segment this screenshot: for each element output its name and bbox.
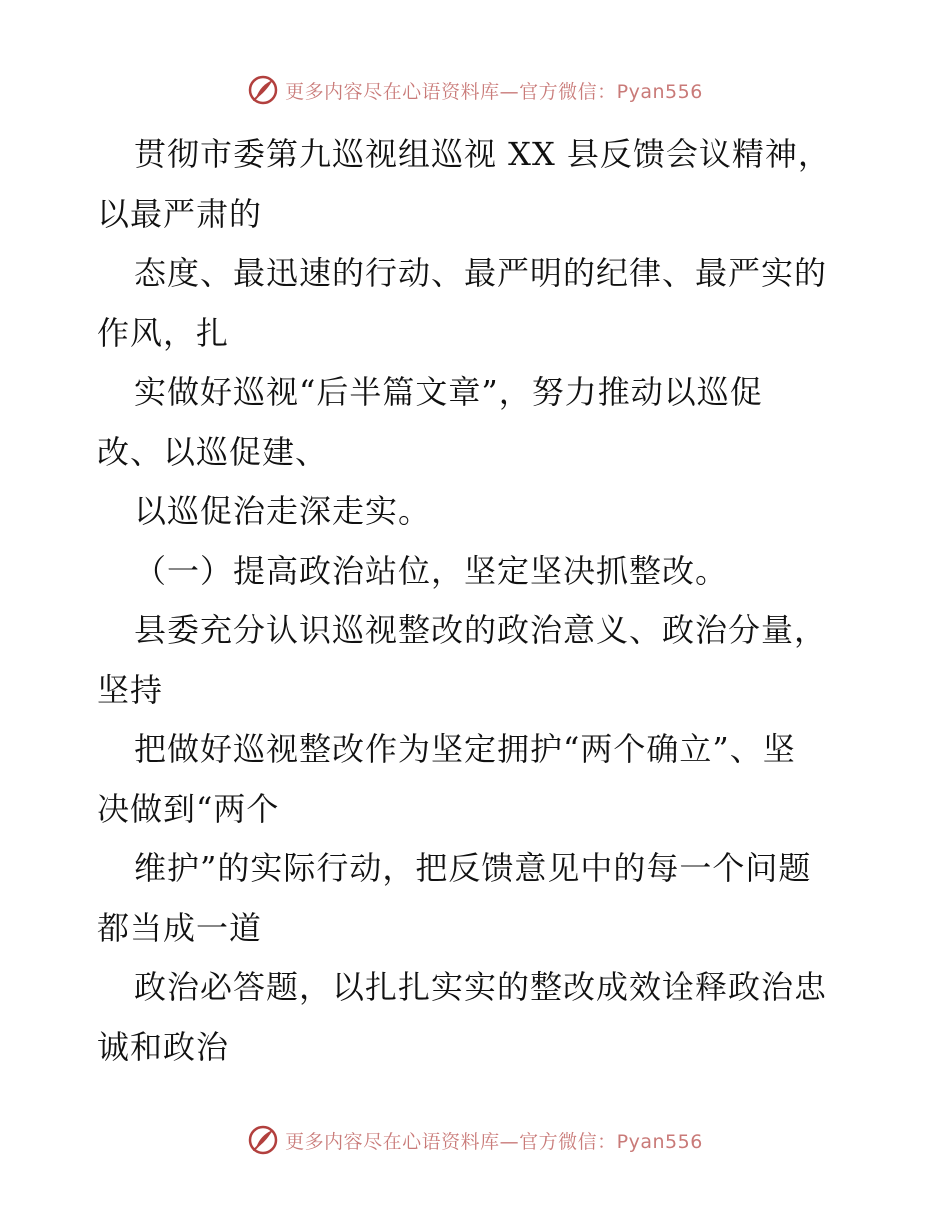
text-line: 以巡促治走深走实。 bbox=[134, 492, 432, 530]
feather-logo-icon bbox=[247, 74, 279, 106]
watermark-text: 更多内容尽在心语资料库—官方微信：Pyan556 bbox=[285, 80, 703, 103]
text-line: 态度、最迅速的行动、最严明的纪律、最严实的 bbox=[134, 254, 828, 292]
document-body bbox=[97, 125, 867, 1077]
section-heading: （一）提高政治站位，坚定坚决抓整改。 bbox=[134, 551, 729, 590]
text-line: 县委充分认识巡视整改的政治意义、政治分量， bbox=[134, 611, 828, 649]
text-line: 都当成一道 bbox=[97, 908, 263, 947]
watermark-header bbox=[0, 70, 950, 110]
text-line: 坚持 bbox=[97, 670, 164, 709]
text-line: 实做好巡视“后半篇文章”，努力推动以巡促 bbox=[134, 373, 763, 411]
text-line: 贯彻市委第九巡视组巡视 XX 县反馈会议精神， bbox=[134, 135, 831, 173]
feather-logo-icon bbox=[247, 1124, 279, 1156]
text-line: 作风，扎 bbox=[97, 313, 230, 352]
watermark-text: 更多内容尽在心语资料库—官方微信：Pyan556 bbox=[285, 1130, 703, 1153]
watermark-footer bbox=[0, 1120, 950, 1160]
text-line: 改、以巡促建、 bbox=[97, 432, 329, 471]
text-line: 以最严肃的 bbox=[97, 194, 263, 233]
text-line: 政治必答题，以扎扎实实的整改成效诠释政治忠 bbox=[134, 968, 828, 1006]
text-line: 把做好巡视整改作为坚定拥护“两个确立”、坚 bbox=[134, 730, 796, 768]
text-line: 维护”的实际行动，把反馈意见中的每一个问题 bbox=[134, 849, 812, 887]
text-line: 诚和政治 bbox=[97, 1027, 230, 1066]
text-line: 决做到“两个 bbox=[97, 789, 280, 828]
